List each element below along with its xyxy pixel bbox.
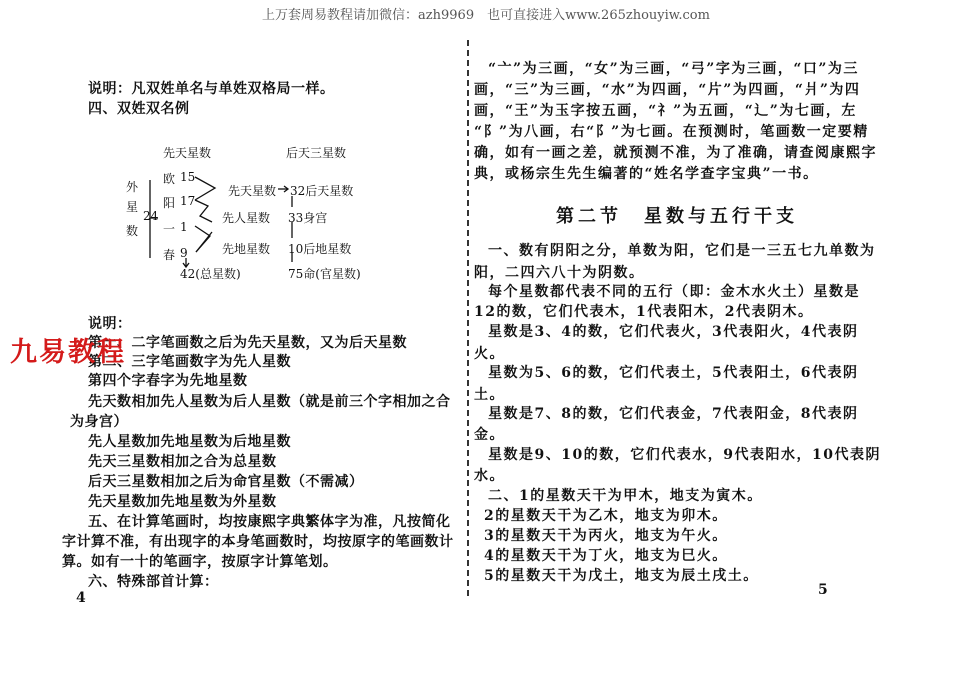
right-text-line: 火。 bbox=[474, 346, 505, 362]
section-title: 第二节 星数与五行干支 bbox=[556, 206, 798, 227]
left-paragraph-line: 五、在计算笔画时，均按康熙字典繁体字为准，凡按简化 bbox=[88, 514, 451, 530]
left-note-line: 说明：凡双姓单名与单姓双格局一样。 bbox=[88, 81, 335, 97]
right-text-line: 12的数，它们代表木，1代表阳木，2代表阴木。 bbox=[474, 304, 814, 320]
diagram-stroke-number: 9 bbox=[180, 246, 188, 260]
left-explain-line: 先天三星数相加之合为总星数 bbox=[88, 454, 277, 470]
right-text-line: 确，如有一画之差，就预测不准，为了准确，请查阅康熙字 bbox=[474, 145, 877, 161]
right-text-line: 一、数有阴阳之分，单数为阳，它们是一三五七九单数为 bbox=[488, 243, 876, 259]
left-paragraph-line: 算。如有一十的笔画字，按原字计算笔划。 bbox=[62, 554, 338, 570]
diagram-xianren-stars: 先人星数 bbox=[222, 211, 271, 225]
diagram-name-char: 一 bbox=[163, 222, 176, 236]
right-text-line: 星数是7、8的数，它们代表金，7代表阳金，8代表阴 bbox=[488, 406, 859, 422]
left-explain-line: 为身宫） bbox=[70, 414, 128, 430]
diagram-outer-star-number: 24 bbox=[143, 209, 159, 223]
diagram-houtian-stars: 32后天星数 bbox=[290, 184, 354, 198]
right-text-line: 画，“王”为玉字按五画，“礻”为五画，“辶”为七画，左 bbox=[474, 103, 857, 119]
left-paragraph-line: 六、特殊部首计算： bbox=[88, 574, 219, 590]
right-text-line: 4的星数天干为丁火，地支为巳火。 bbox=[484, 548, 728, 564]
right-text-line: 画，“三”为三画，“水”为四画，“片”为四画，“爿”为四 bbox=[474, 82, 861, 98]
left-explain-line: 第四个字春字为先地星数 bbox=[88, 373, 248, 389]
left-explain-line: 先天数相加先人星数为后人星数（就是前三个字相加之合 bbox=[88, 394, 451, 410]
diagram-side-char: 外 bbox=[126, 180, 139, 194]
diagram-houdi-stars: 10后地星数 bbox=[288, 242, 352, 256]
right-text-line: 星数为5、6的数，它们代表土，5代表阳土，6代表阴 bbox=[488, 365, 859, 381]
right-text-line: “亠”为三画，“女”为三画，“弓”字为三画，“口”为三 bbox=[488, 61, 859, 77]
diagram-name-char: 春 bbox=[163, 248, 176, 262]
left-page-number: 4 bbox=[76, 590, 86, 606]
left-explain-line: 第二、三字笔画数字为先人星数 bbox=[88, 354, 291, 370]
diagram-name-char: 阳 bbox=[163, 196, 176, 210]
right-text-line: 阳，二四六八十为阴数。 bbox=[474, 265, 645, 281]
diagram-side-char: 星 bbox=[126, 200, 139, 214]
right-text-line: 星数是9、10的数，它们代表水，9代表阳水，10代表阴 bbox=[488, 447, 881, 463]
watermark-logo: 九易教程 bbox=[10, 337, 126, 368]
diagram-stroke-number: 1 bbox=[180, 220, 188, 234]
right-text-line: “阝”为八画，右“阝”为七画。在预测时，笔画数一定要精 bbox=[474, 124, 869, 140]
page-header-banner: 上万套周易教程请加微信：azh9969 也可直接进入www.265zhouyiw.com bbox=[262, 8, 710, 23]
diagram-body-palace: 33身宫 bbox=[288, 211, 328, 225]
right-text-line: 典，或杨宗生先生编著的“姓名学查字宝典”一书。 bbox=[474, 166, 819, 182]
left-heading-example: 四、双姓双名例 bbox=[88, 101, 190, 117]
diagram-stroke-number: 17 bbox=[180, 194, 196, 208]
diagram-total-stars: 42(总星数) bbox=[180, 267, 241, 281]
right-text-line: 3的星数天干为丙火，地支为午火。 bbox=[484, 528, 728, 544]
right-page-number: 5 bbox=[818, 582, 828, 598]
diagram-col-xiantian: 先天星数 bbox=[163, 146, 212, 160]
diagram-side-char: 数 bbox=[126, 224, 139, 238]
left-explain-line: 先人星数加先地星数为后地星数 bbox=[88, 434, 291, 450]
right-text-line: 2的星数天干为乙木，地支为卯木。 bbox=[484, 508, 728, 524]
diagram-stroke-number: 15 bbox=[180, 170, 196, 184]
left-paragraph-line: 字计算不准，有出现字的本身笔画数时，均按原字的笔画数计 bbox=[62, 534, 454, 550]
left-explain-line: 先天星数加先地星数为外星数 bbox=[88, 494, 277, 510]
diagram-fate-palace: 75命(官星数) bbox=[288, 267, 361, 281]
diagram-xiandi-stars: 先地星数 bbox=[222, 242, 271, 256]
right-text-line: 土。 bbox=[474, 387, 505, 403]
left-explain-line: 第一、二字笔画数之后为先天星数，又为后天星数 bbox=[88, 335, 407, 351]
diagram-name-char: 欧 bbox=[163, 172, 176, 186]
diagram-xiantian-stars: 先天星数 bbox=[228, 184, 277, 198]
right-text-line: 水。 bbox=[474, 468, 505, 484]
right-text-line: 每个星数都代表不同的五行（即：金木水火土）星数是 bbox=[488, 284, 860, 300]
left-explain-line: 后天三星数相加之后为命官星数（不需减） bbox=[88, 474, 364, 490]
left-explain-heading: 说明： bbox=[88, 316, 132, 332]
right-text-line: 星数是3、4的数，它们代表火，3代表阳火，4代表阴 bbox=[488, 324, 859, 340]
right-text-line: 二、1的星数天干为甲木，地支为寅木。 bbox=[488, 488, 763, 504]
right-text-line: 5的星数天干为戊土，地支为辰土戌土。 bbox=[484, 568, 759, 584]
diagram-col-houtian: 后天三星数 bbox=[286, 146, 347, 160]
right-text-line: 金。 bbox=[474, 427, 505, 443]
